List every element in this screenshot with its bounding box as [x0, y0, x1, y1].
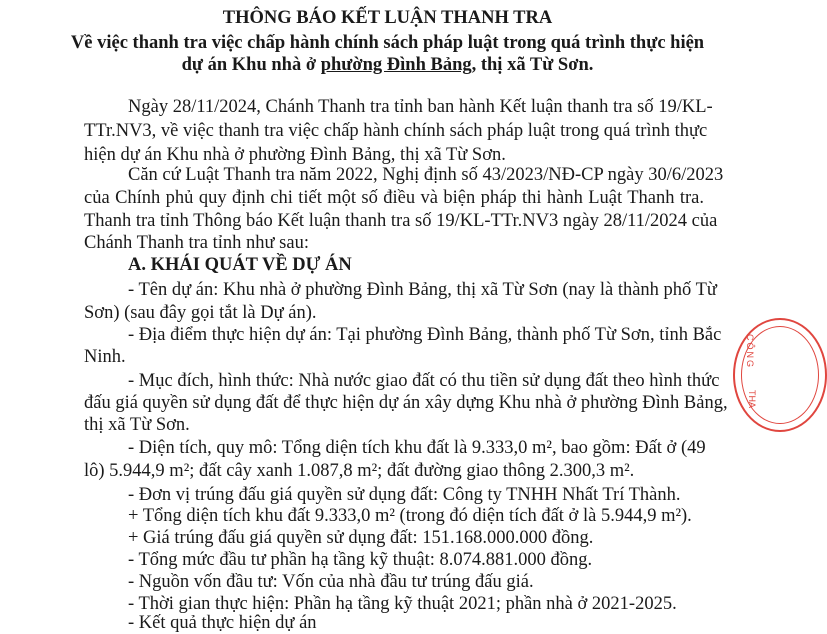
p2-line-1: Căn cứ Luật Thanh tra năm 2022, Nghị định số 43/2023/NĐ-CP ngày 30/6/2023	[128, 165, 724, 185]
document-subtitle-line2	[0, 54, 775, 76]
item-line-13: - Tổng mức đầu tư phần hạ tầng kỹ thuật: 8.074.881.000 đồng.	[128, 550, 593, 570]
item-line-14: - Nguồn vốn đầu tư: Vốn của nhà đầu tư trúng đấu giá.	[128, 572, 534, 592]
p1-line-1: Ngày 28/11/2024, Chánh Thanh tra tỉnh ban hành Kết luận thanh tra số 19/KL-	[128, 97, 713, 117]
section-a-heading: A. KHÁI QUÁT VỀ DỰ ÁN	[128, 255, 352, 275]
item-line-11: + Tổng diện tích khu đất 9.333,0 m² (trong đó diện tích đất ở là 5.944,9 m²).	[128, 506, 692, 526]
p1-line-2: TTr.NV3, về việc thanh tra việc chấp hành chính sách pháp luật trong quá trình thực	[84, 121, 708, 141]
item-line-6: đấu giá quyền sử dụng đất để thực hiện dự án xây dựng Khu nhà ở phường Đình Bảng,	[84, 393, 728, 413]
p2-line-4: Chánh Thanh tra tỉnh như sau:	[84, 233, 309, 253]
item-line-5: - Mục đích, hình thức: Nhà nước giao đất có thu tiền sử dụng đất theo hình thức	[128, 371, 720, 391]
p2-line-2: của Chính phủ quy định chi tiết một số điều và biện pháp thi hành Luật Thanh tra.	[84, 188, 704, 208]
official-seal-stamp	[733, 318, 827, 432]
item-line-10: - Đơn vị trúng đấu giá quyền sử dụng đất: Công ty TNHH Nhất Trí Thành.	[128, 485, 681, 505]
subtitle-prefix: dự án Khu nhà ở	[181, 55, 321, 75]
item-line-3: - Địa điểm thực hiện dự án: Tại phường Đình Bảng, thành phố Từ Sơn, tỉnh Bắc	[128, 325, 722, 345]
item-line-9: lô) 5.944,9 m²; đất cây xanh 1.087,8 m²; đất đường giao thông 2.300,3 m².	[84, 461, 635, 481]
p2-line-3: Thanh tra tỉnh Thông báo Kết luận thanh tra số 19/KL-TTr.NV3 ngày 28/11/2024 của	[84, 211, 718, 231]
item-line-12: + Giá trúng đấu giá quyền sử dụng đất: 151.168.000.000 đồng.	[128, 528, 594, 548]
seal-text-bottom: THA	[747, 390, 757, 408]
item-line-15: - Thời gian thực hiện: Phần hạ tầng kỹ thuật 2021; phần nhà ở 2021-2025.	[128, 594, 677, 614]
seal-text-top: CÔNG	[745, 334, 755, 369]
item-line-4: Ninh.	[84, 347, 126, 367]
cut-off-line-text: - Kết quả thực hiện dự án	[128, 613, 317, 633]
item-line-2: Sơn) (sau đây gọi tắt là Dự án).	[84, 303, 317, 323]
subtitle-underlined-ward: phường Đình Bảng	[320, 55, 472, 75]
document-subtitle-line1: Về việc thanh tra việc chấp hành chính sách pháp luật trong quá trình thực hiện	[70, 33, 705, 53]
cut-off-line	[128, 612, 688, 633]
p1-line-3: hiện dự án Khu nhà ở phường Đình Bảng, thị xã Từ Sơn.	[84, 145, 506, 165]
item-line-7: thị xã Từ Sơn.	[84, 415, 190, 435]
document-title: THÔNG BÁO KẾT LUẬN THANH TRA	[222, 8, 553, 28]
item-line-1: - Tên dự án: Khu nhà ở phường Đình Bảng, thị xã Từ Sơn (nay là thành phố Từ	[128, 280, 717, 300]
item-line-8: - Diện tích, quy mô: Tổng diện tích khu đất là 9.333,0 m², bao gồm: Đất ở (49	[128, 438, 706, 458]
subtitle-suffix: , thị xã Từ Sơn.	[471, 55, 594, 75]
